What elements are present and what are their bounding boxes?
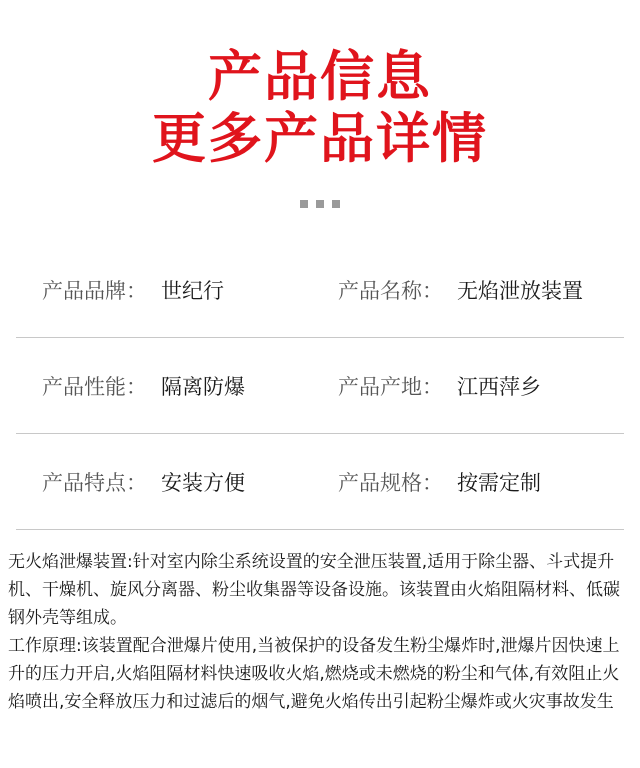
spec-row — [16, 338, 624, 434]
spec-table — [16, 242, 624, 530]
dot-icon — [316, 200, 324, 208]
spec-brand — [42, 242, 224, 337]
description-paragraph: 工作原理:该装置配合泄爆片使用,当被保护的设备发生粉尘爆炸时,泄爆片因快速上升的压力开启,火焰阻隔材料快速吸收火焰,燃烧或未燃烧的粉尘和气体,有效阻止火焰喷出,安全释放压力和过滤后的烟气,避免火焰传出引起粉尘爆炸或火灾事故发生 — [8, 636, 620, 712]
spec-label: 产品特点： — [42, 470, 147, 495]
spec-features — [42, 434, 245, 529]
spec-value: 江西萍乡 — [457, 374, 541, 399]
spec-value: 无焰泄放装置 — [457, 278, 583, 303]
spec-performance — [42, 338, 245, 433]
dot-icon — [332, 200, 340, 208]
spec-origin — [338, 338, 541, 433]
spec-row — [16, 242, 624, 338]
hero-title-line-2: 更多产品详情 — [152, 107, 488, 170]
spec-label: 产品品牌： — [42, 278, 147, 303]
spec-label: 产品规格： — [338, 470, 443, 495]
product-description — [8, 548, 634, 716]
spec-value: 按需定制 — [457, 470, 541, 495]
spec-value: 世纪行 — [161, 278, 224, 303]
spec-size — [338, 434, 541, 529]
dot-icon — [300, 200, 308, 208]
spec-value: 隔离防爆 — [161, 374, 245, 399]
description-paragraph: 无火焰泄爆装置:针对室内除尘系统设置的安全泄压装置,适用于除尘器、斗式提升机、干燥机、旋风分离器、粉尘收集器等设备设施。该装置由火焰阻隔材料、低碳钢外壳等组成。 — [8, 552, 620, 628]
spec-label: 产品名称： — [338, 278, 443, 303]
spec-value: 安装方便 — [161, 470, 245, 495]
ellipsis-divider — [0, 200, 640, 208]
hero-title-line-1: 产品信息 — [208, 45, 432, 108]
spec-label: 产品产地： — [338, 374, 443, 399]
hero-title — [0, 46, 640, 170]
spec-row — [16, 434, 624, 530]
spec-label: 产品性能： — [42, 374, 147, 399]
spec-product-name — [338, 242, 583, 337]
